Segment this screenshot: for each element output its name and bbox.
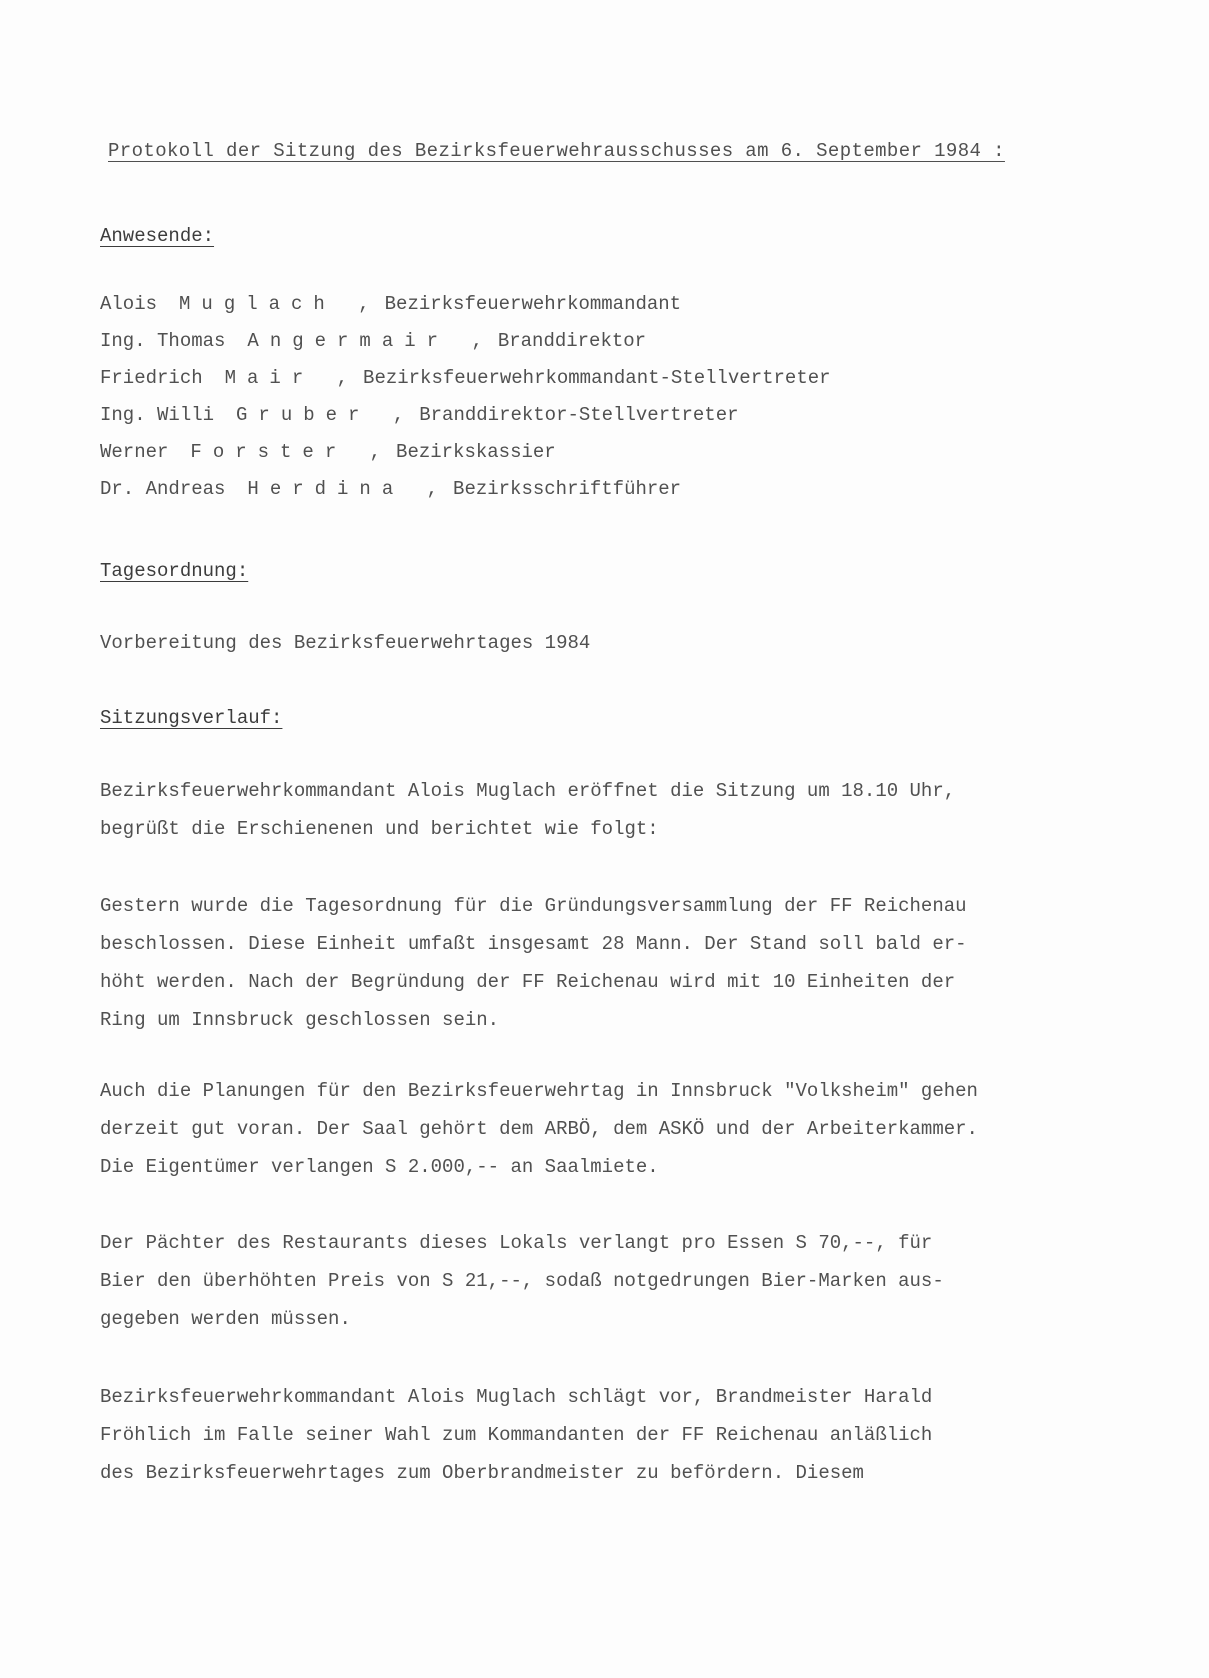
paragraph-line: Ring um Innsbruck geschlossen sein. <box>100 1009 500 1031</box>
attendee-role: Bezirksfeuerwehrkommandant <box>384 293 682 315</box>
attendee-row <box>100 293 1000 330</box>
paragraph-line: Gestern wurde die Tagesordnung für die Gründungsversammlung der FF Reichenau <box>100 895 967 917</box>
attendee-role: Branddirektor <box>497 330 647 352</box>
paragraph-line: Der Pächter des Restaurants dieses Lokals verlangt pro Essen S 70,--, für <box>100 1232 933 1254</box>
attendee-given-name: Friedrich <box>100 367 203 389</box>
attendee-given-name: Dr. Andreas <box>100 478 226 500</box>
paragraph-line: des Bezirksfeuerwehrtages zum Oberbrandmeister zu befördern. Diesem <box>100 1462 864 1484</box>
attendee-row <box>100 441 1000 478</box>
paragraph-line: begrüßt die Erschienenen und berichtet wie folgt: <box>100 818 659 840</box>
heading-anwesende: Anwesende: <box>100 225 215 247</box>
paragraph-paechter <box>100 1224 1060 1338</box>
attendee-row <box>100 478 1000 515</box>
attendee-surname: Forster , <box>190 441 393 463</box>
paragraph-befoerderung <box>100 1378 1060 1492</box>
attendee-surname: Muglach , <box>179 293 381 315</box>
paragraph-line: gegeben werden müssen. <box>100 1308 351 1330</box>
paragraph-line: Auch die Planungen für den Bezirksfeuerwehrtag in Innsbruck "Volksheim" gehen <box>100 1080 978 1102</box>
attendee-surname: Gruber , <box>236 404 416 426</box>
attendee-given-name: Werner <box>100 441 169 463</box>
attendee-role: Bezirksschriftführer <box>453 478 682 500</box>
attendee-surname: Mair , <box>224 367 360 389</box>
paragraph-line: derzeit gut voran. Der Saal gehört dem ARBÖ, dem ASKÖ und der Arbeiterkammer. <box>100 1118 978 1140</box>
attendee-given-name: Ing. Thomas <box>100 330 226 352</box>
document-title: Protokoll der Sitzung des Bezirksfeuerwehrausschusses am 6. September 1984 : <box>108 140 1005 162</box>
heading-sitzungsverlauf: Sitzungsverlauf: <box>100 707 283 729</box>
heading-tagesordnung: Tagesordnung: <box>100 560 249 582</box>
paragraph-planungen <box>100 1072 1060 1186</box>
agenda-item: Vorbereitung des Bezirksfeuerwehrtages 1984 <box>100 632 591 654</box>
paragraph-line: Die Eigentümer verlangen S 2.000,-- an Saalmiete. <box>100 1156 659 1178</box>
paragraph-line: höht werden. Nach der Begründung der FF Reichenau wird mit 10 Einheiten der <box>100 971 956 993</box>
attendee-surname: Angermair , <box>247 330 494 352</box>
attendee-list <box>100 293 1000 515</box>
attendee-role: Branddirektor-Stellvertreter <box>419 404 739 426</box>
paragraph-line: Bezirksfeuerwehrkommandant Alois Muglach schlägt vor, Brandmeister Harald <box>100 1386 933 1408</box>
paragraph-line: Bezirksfeuerwehrkommandant Alois Muglach eröffnet die Sitzung um 18.10 Uhr, <box>100 780 956 802</box>
paragraph-line: Bier den überhöhten Preis von S 21,--, sodaß notgedrungen Bier-Marken aus- <box>100 1270 944 1292</box>
paragraph-reichenau <box>100 887 1060 1039</box>
attendee-given-name: Ing. Willi <box>100 404 215 426</box>
attendee-row <box>100 367 1000 404</box>
paragraph-line: beschlossen. Diese Einheit umfaßt insgesamt 28 Mann. Der Stand soll bald er- <box>100 933 967 955</box>
attendee-given-name: Alois <box>100 293 158 315</box>
attendee-row <box>100 330 1000 367</box>
attendee-row <box>100 404 1000 441</box>
attendee-role: Bezirksfeuerwehrkommandant-Stellvertreter <box>363 367 831 389</box>
paragraph-opening <box>100 772 1060 848</box>
attendee-surname: Herdina , <box>247 478 450 500</box>
paragraph-line: Fröhlich im Falle seiner Wahl zum Kommandanten der FF Reichenau anläßlich <box>100 1424 933 1446</box>
attendee-role: Bezirkskassier <box>396 441 556 463</box>
